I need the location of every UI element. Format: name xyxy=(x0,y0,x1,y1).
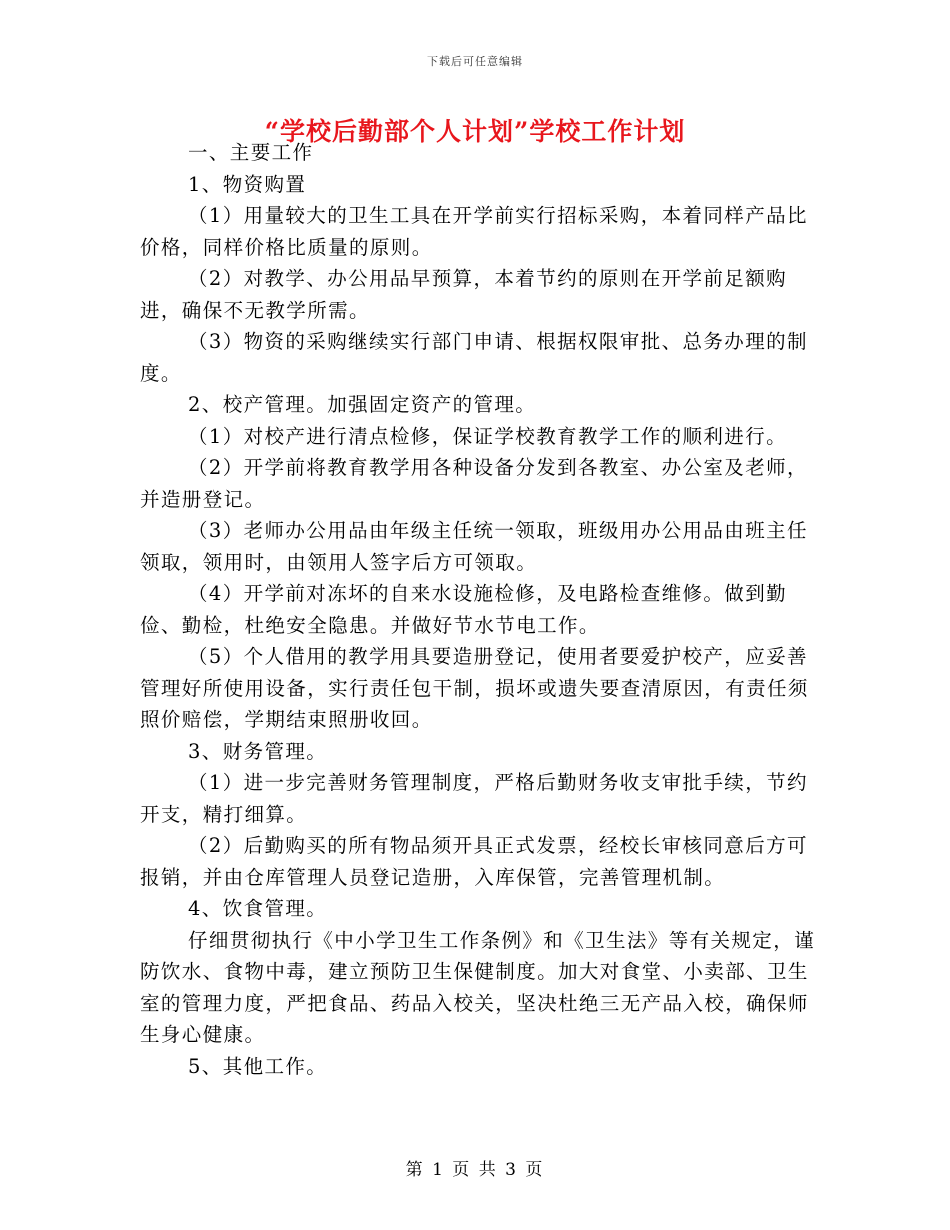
paragraph: （1）用量较大的卫生工具在开学前实行招标采购，本着同样产品比价格，同样价格比质量的原则。 xyxy=(140,204,808,259)
subsection-heading-catering: 4、饮食管理。 xyxy=(188,897,328,920)
paragraph: （2）开学前将教育教学用各种设备分发到各教室、办公室及老师，并造册登记。 xyxy=(140,456,808,511)
paragraph: （4）开学前对冻坏的自来水设施检修，及电路检查维修。做到勤俭、勤检，杜绝安全隐患。并做好节水节电工作。 xyxy=(140,582,788,637)
paragraph: （1）进一步完善财务管理制度，严格后勤财务收支审批手续，节约开支，精打细算。 xyxy=(140,771,808,826)
paragraph: （5）个人借用的教学用具要造册登记，使用者要爱护校产，应妥善管理好所使用设备，实行责任包干制，损坏或遗失要查清原因，有责任须照价赔偿，学期结束照册收回。 xyxy=(140,645,809,731)
page-footer: 第 1 页 共 3 页 xyxy=(405,1160,545,1180)
subsection-heading-assets: 2、校产管理。加强固定资产的管理。 xyxy=(188,393,537,416)
subsection-heading-procurement: 1、物资购置 xyxy=(188,172,307,196)
subsection-heading-finance: 3、财务管理。 xyxy=(188,739,328,763)
paragraph: （2）对教学、办公用品早预算，本着节约的原则在开学前足额购进，确保不无教学所需。 xyxy=(140,267,788,322)
subsection-heading-other: 5、其他工作。 xyxy=(188,1054,328,1078)
page-header: 下载后可任意编辑 xyxy=(427,55,523,68)
paragraph: （3）老师办公用品由年级主任统一领取，班级用办公用品由班主任领取，领用时，由领用人签字后方可领取。 xyxy=(140,519,808,574)
paragraph: 仔细贯彻执行《中小学卫生工作条例》和《卫生法》等有关规定，谨防饮水、食物中毒，建立预防卫生保健制度。加大对食堂、小卖部、卫生室的管理力度，严把食品、药品入校关，坚决杜绝三无产品入校，确保师生身心健康。 xyxy=(140,928,816,1046)
document-body xyxy=(140,137,815,1082)
paragraph: （1）对校产进行清点检修，保证学校教育教学工作的顺利进行。 xyxy=(188,424,788,448)
section-heading-main-work: 一、主要工作 xyxy=(188,141,314,164)
paragraph: （3）物资的采购继续实行部门申请、根据权限审批、总务办理的制度。 xyxy=(140,330,808,385)
paragraph: （2）后勤购买的所有物品须开具正式发票，经校长审核同意后方可报销，并由仓库管理人员登记造册，入库保管，完善管理机制。 xyxy=(140,834,808,889)
document-title: “学校后勤部个人计划”学校工作计划 xyxy=(264,117,686,146)
